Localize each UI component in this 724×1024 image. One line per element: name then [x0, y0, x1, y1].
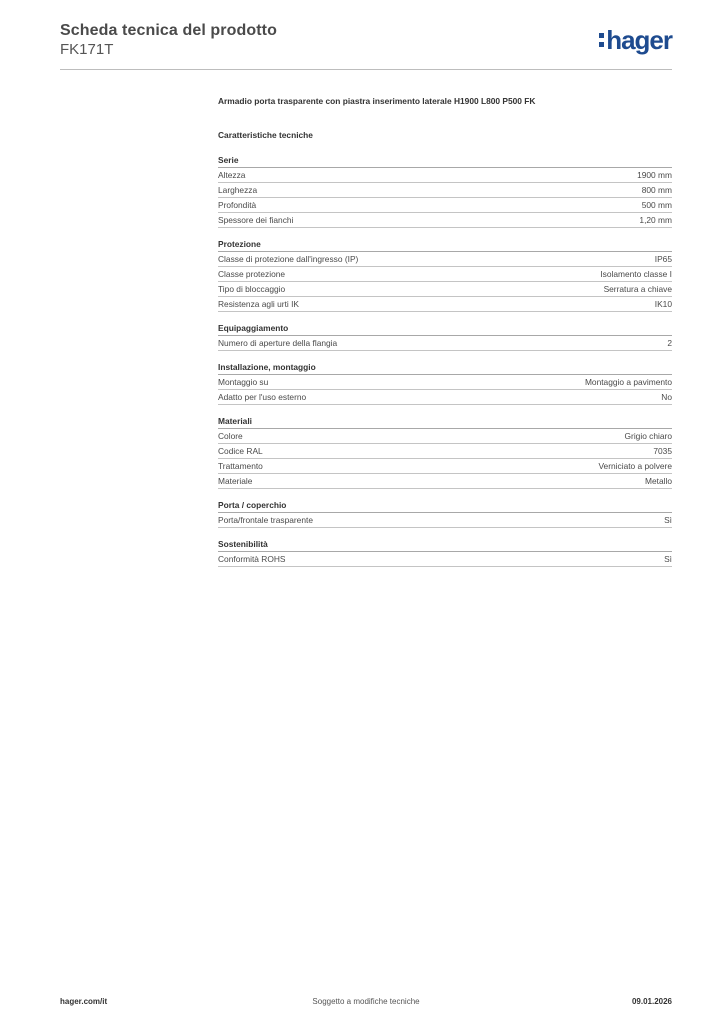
spec-section — [218, 360, 672, 405]
section-title: Materiali — [218, 414, 672, 429]
document-title: Scheda tecnica del prodotto — [60, 22, 277, 39]
spec-value: 800 mm — [641, 185, 672, 195]
spec-row — [218, 390, 672, 405]
spec-label: Conformità ROHS — [218, 554, 286, 564]
spec-label: Tipo di bloccaggio — [218, 284, 286, 294]
spec-row — [218, 474, 672, 489]
spec-value: Serratura a chiave — [603, 284, 672, 294]
spec-value: 1,20 mm — [639, 215, 672, 225]
spec-row — [218, 459, 672, 474]
spec-value: Grigio chiaro — [624, 431, 672, 441]
spec-label: Classe protezione — [218, 269, 286, 279]
footer-website-link[interactable]: hager.com/it — [60, 997, 108, 1006]
spec-label: Altezza — [218, 170, 246, 180]
spec-row — [218, 429, 672, 444]
spec-label: Larghezza — [218, 185, 258, 195]
spec-content — [218, 96, 672, 567]
footer-date: 09.01.2026 — [631, 997, 672, 1006]
spec-label: Adatto per l'uso esterno — [218, 392, 307, 402]
spec-label: Montaggio su — [218, 377, 269, 387]
spec-row — [218, 168, 672, 183]
spec-row — [218, 198, 672, 213]
section-title: Sostenibilità — [218, 537, 672, 552]
logo-dots-icon — [599, 33, 604, 47]
spec-value: Montaggio a pavimento — [584, 377, 672, 387]
spec-value: Sì — [664, 554, 672, 564]
spec-value: 7035 — [653, 446, 672, 456]
spec-row — [218, 375, 672, 390]
spec-value: Metallo — [645, 476, 672, 486]
spec-value: Sì — [664, 515, 672, 525]
spec-section — [218, 237, 672, 312]
spec-row — [218, 213, 672, 228]
spec-value: No — [661, 392, 672, 402]
footer-notice: Soggetto a modifiche tecniche — [312, 997, 420, 1006]
spec-label: Colore — [218, 431, 243, 441]
spec-section — [218, 537, 672, 567]
spec-value: 1900 mm — [637, 170, 672, 180]
spec-label: Classe di protezione dall'ingresso (IP) — [218, 254, 359, 264]
section-title: Porta / coperchio — [218, 498, 672, 513]
spec-label: Codice RAL — [218, 446, 263, 456]
product-title: Armadio porta trasparente con piastra inserimento laterale H1900 L800 P500 FK — [218, 96, 536, 106]
hager-logo — [599, 26, 672, 54]
spec-label: Porta/frontale trasparente — [218, 515, 313, 525]
spec-heading: Caratteristiche tecniche — [218, 130, 313, 140]
spec-row — [218, 282, 672, 297]
spec-label: Trattamento — [218, 461, 263, 471]
spec-row — [218, 297, 672, 312]
spec-label: Materiale — [218, 476, 253, 486]
spec-value: 2 — [667, 338, 672, 348]
logo-text: hager — [606, 25, 672, 55]
spec-row — [218, 267, 672, 282]
spec-section — [218, 498, 672, 528]
spec-row — [218, 513, 672, 528]
spec-label: Resistenza agli urti IK — [218, 299, 299, 309]
document-footer — [60, 997, 672, 1011]
spec-row — [218, 336, 672, 351]
spec-value: Isolamento classe I — [600, 269, 672, 279]
spec-sections — [218, 153, 672, 567]
spec-row — [218, 252, 672, 267]
spec-value: IK10 — [654, 299, 672, 309]
section-title: Serie — [218, 153, 672, 168]
product-code: FK171T — [60, 41, 114, 58]
spec-label: Profondità — [218, 200, 257, 210]
spec-value: Verniciato a polvere — [598, 461, 672, 471]
spec-value: IP65 — [654, 254, 672, 264]
spec-row — [218, 444, 672, 459]
section-title: Installazione, montaggio — [218, 360, 672, 375]
spec-value: 500 mm — [641, 200, 672, 210]
document-header — [60, 20, 672, 70]
spec-section — [218, 153, 672, 228]
spec-section — [218, 321, 672, 351]
section-title: Equipaggiamento — [218, 321, 672, 336]
spec-row — [218, 552, 672, 567]
spec-row — [218, 183, 672, 198]
spec-section — [218, 414, 672, 489]
section-title: Protezione — [218, 237, 672, 252]
spec-label: Spessore dei fianchi — [218, 215, 294, 225]
spec-label: Numero di aperture della flangia — [218, 338, 338, 348]
